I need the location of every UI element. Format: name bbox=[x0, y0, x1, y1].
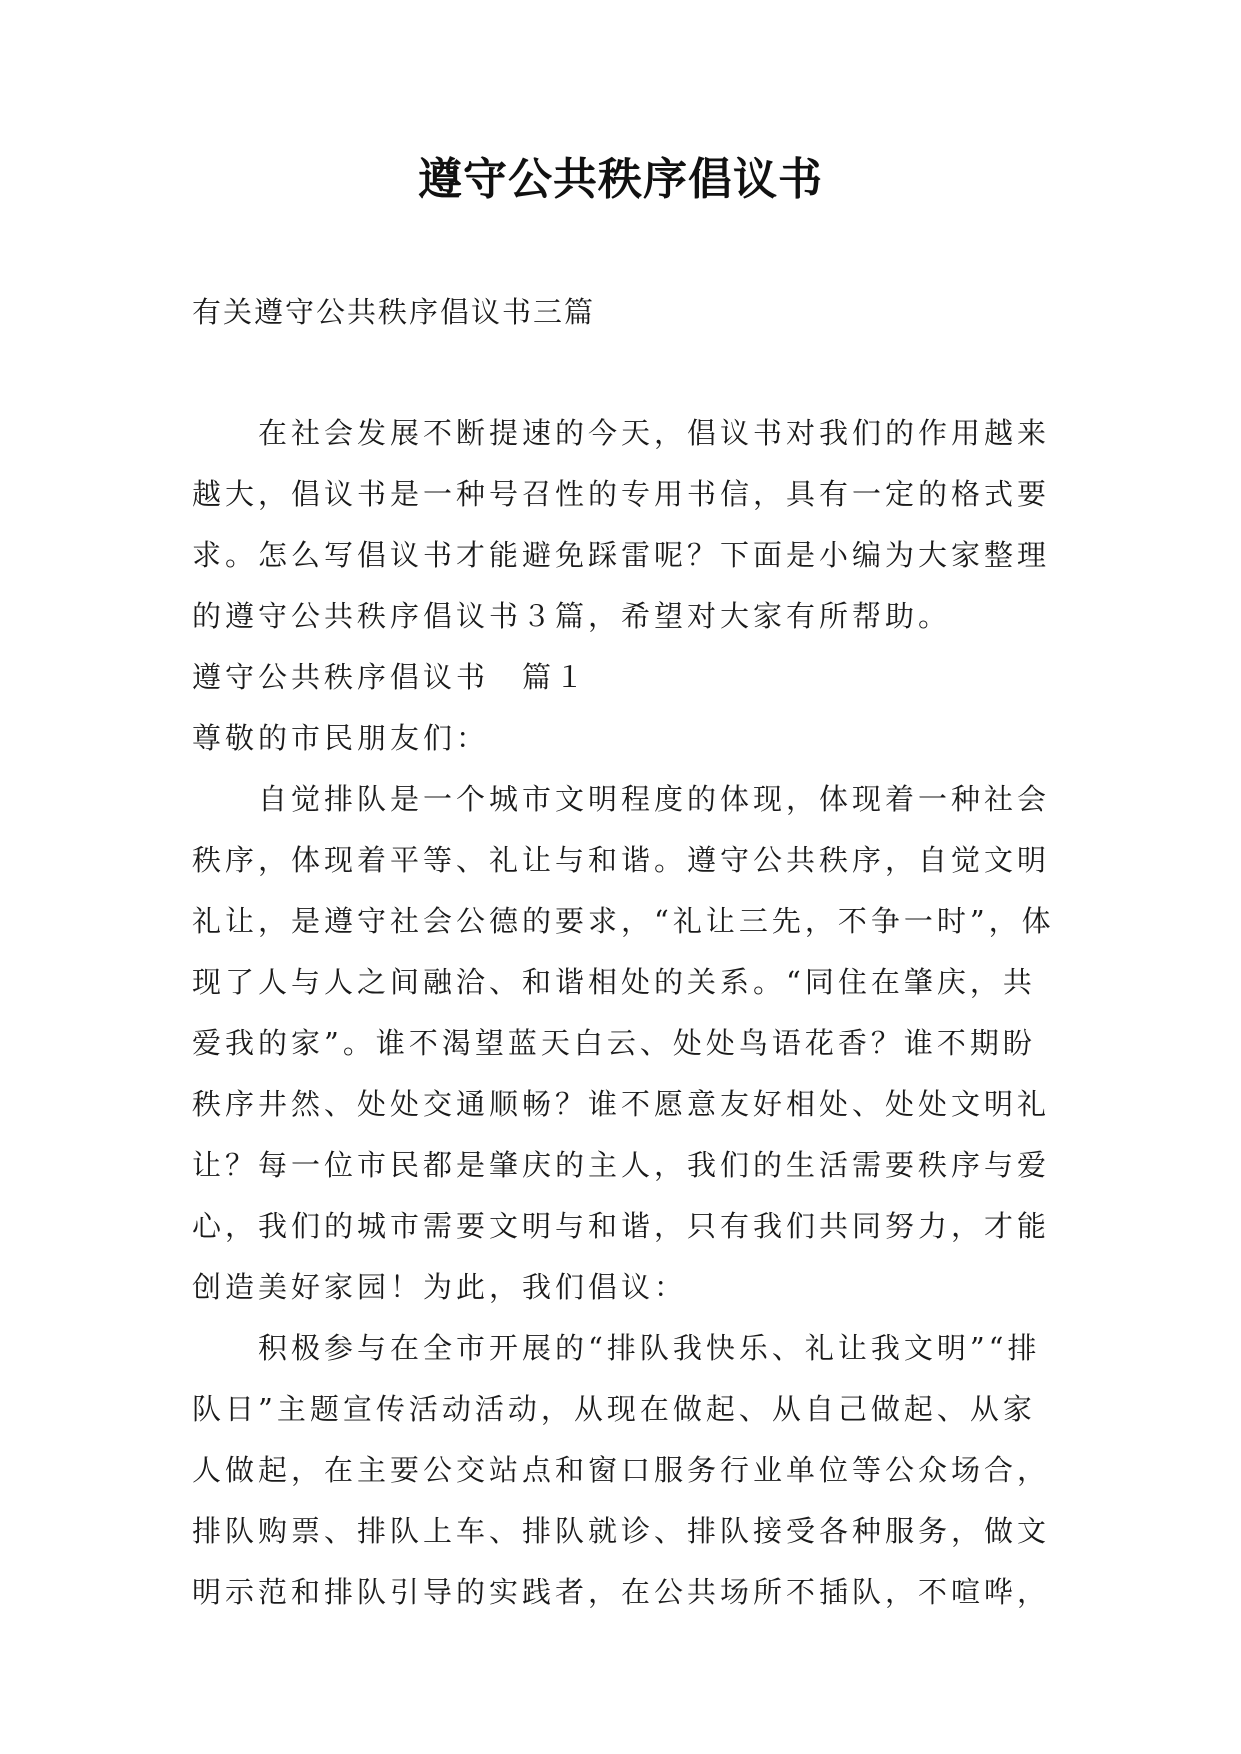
salutation: 尊敬的市民朋友们： bbox=[192, 721, 490, 755]
text-line: 积极参与在全市开展的“排队我快乐、礼让我文明”“排 bbox=[258, 1331, 1041, 1365]
text-line: 越大，倡议书是一种号召性的专用书信，具有一定的格式要 bbox=[192, 477, 1051, 511]
document-subtitle: 有关遵守公共秩序倡议书三篇 bbox=[192, 295, 596, 329]
text-line: 爱我的家”。谁不渴望蓝天白云、处处鸟语花香？谁不期盼 bbox=[192, 1026, 1036, 1060]
text-line: 自觉排队是一个城市文明程度的体现，体现着一种社会 bbox=[258, 782, 1051, 816]
text-line: 秩序，体现着平等、礼让与和谐。遵守公共秩序，自觉文明 bbox=[192, 843, 1051, 877]
text-line: 秩序井然、处处交通顺畅？谁不愿意友好相处、处处文明礼 bbox=[192, 1087, 1051, 1121]
text-line: 礼让，是遵守社会公德的要求，“礼让三先，不争一时”，体 bbox=[192, 904, 1055, 938]
text-line: 现了人与人之间融洽、和谐相处的关系。“同住在肇庆，共 bbox=[192, 965, 1036, 999]
text-line: 心，我们的城市需要文明与和谐，只有我们共同努力，才能 bbox=[192, 1209, 1051, 1243]
document-title: 遵守公共秩序倡议书 bbox=[418, 154, 823, 205]
text-line: 排队购票、排队上车、排队就诊、排队接受各种服务，做文 bbox=[192, 1514, 1051, 1548]
section-heading: 遵守公共秩序倡议书 篇１ bbox=[192, 660, 589, 694]
text-line: 让？每一位市民都是肇庆的主人，我们的生活需要秩序与爱 bbox=[192, 1148, 1051, 1182]
text-line: 求。怎么写倡议书才能避免踩雷呢？下面是小编为大家整理 bbox=[192, 538, 1051, 572]
document-body bbox=[192, 403, 1072, 1623]
text-line: 创造美好家园！为此，我们倡议： bbox=[192, 1270, 688, 1304]
text-line: 明示范和排队引导的实践者，在公共场所不插队，不喧哗， bbox=[192, 1575, 1051, 1609]
text-line: 的遵守公共秩序倡议书３篇，希望对大家有所帮助。 bbox=[192, 599, 952, 633]
text-line: 队日”主题宣传活动活动，从现在做起、从自己做起、从家 bbox=[192, 1392, 1036, 1426]
text-line: 在社会发展不断提速的今天，倡议书对我们的作用越来 bbox=[258, 416, 1051, 450]
text-line: 人做起，在主要公交站点和窗口服务行业单位等公众场合， bbox=[192, 1453, 1051, 1487]
